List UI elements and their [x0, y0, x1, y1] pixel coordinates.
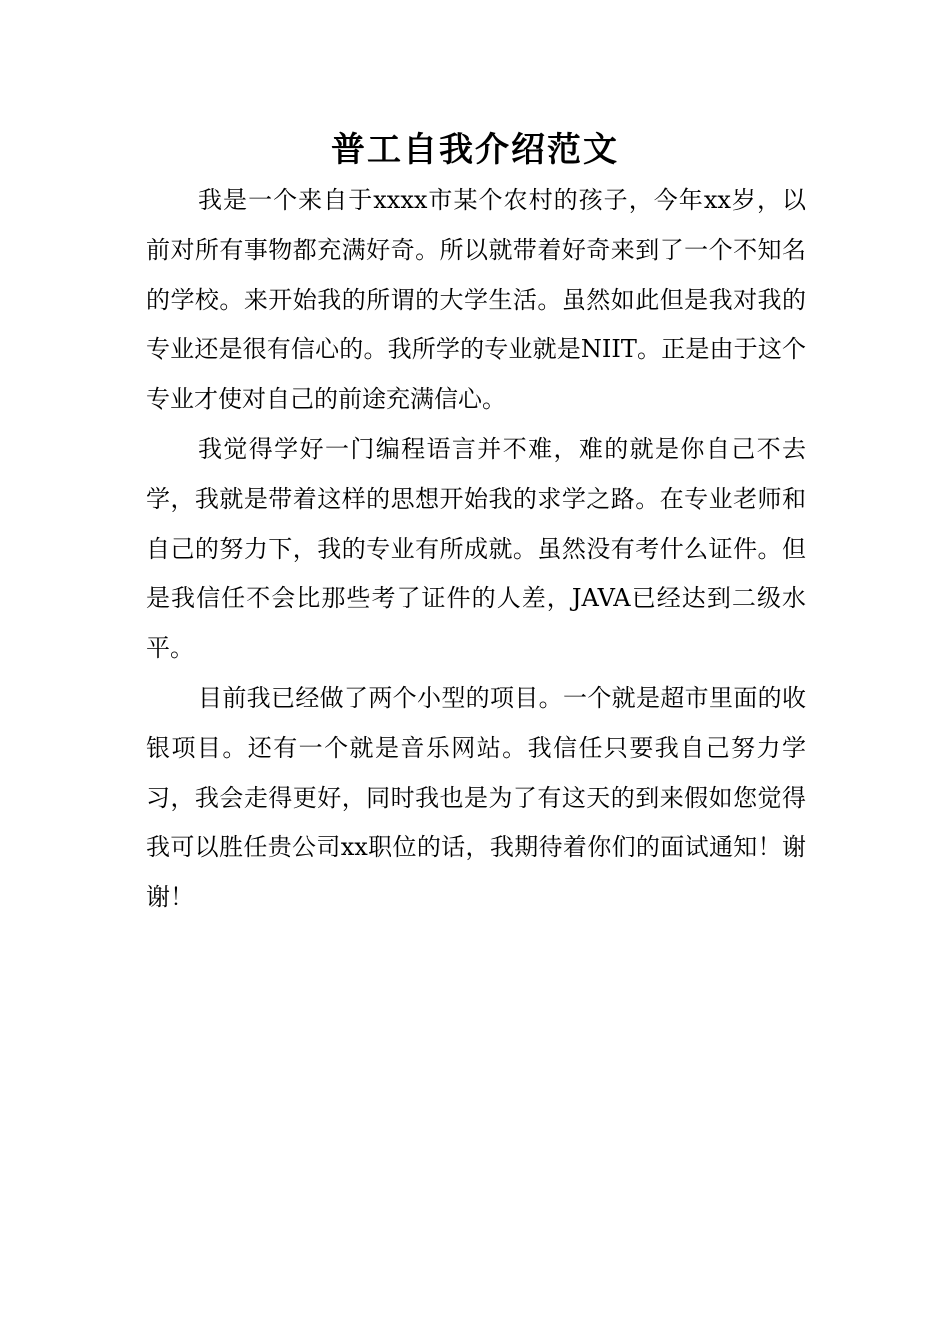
document-body	[146, 176, 806, 923]
paragraph-2: 我觉得学好一门编程语言并不难，难的就是你自己不去学，我就是带着这样的思想开始我的求学之路。在专业老师和自己的努力下，我的专业有所成就。虽然没有考什么证件。但是我信任不会比那些考了证件的人差，JAVA已经达到二级水平。	[146, 434, 806, 663]
paragraph-3: 目前我已经做了两个小型的项目。一个就是超市里面的收银项目。还有一个就是音乐网站。我信任只要我自己努力学习，我会走得更好，同时我也是为了有这天的到来假如您觉得我可以胜任贵公司xx职位的话，我期待着你们的面试通知！谢谢！	[146, 683, 806, 912]
document-title: 普工自我介绍范文	[331, 130, 619, 170]
paragraph-1: 我是一个来自于xxxx市某个农村的孩子，今年xx岁，以前对所有事物都充满好奇。所以就带着好奇来到了一个不知名的学校。来开始我的所谓的大学生活。虽然如此但是我对我的专业还是很有信心的。我所学的专业就是NIIT。正是由于这个专业才使对自己的前途充满信心。	[146, 186, 806, 414]
